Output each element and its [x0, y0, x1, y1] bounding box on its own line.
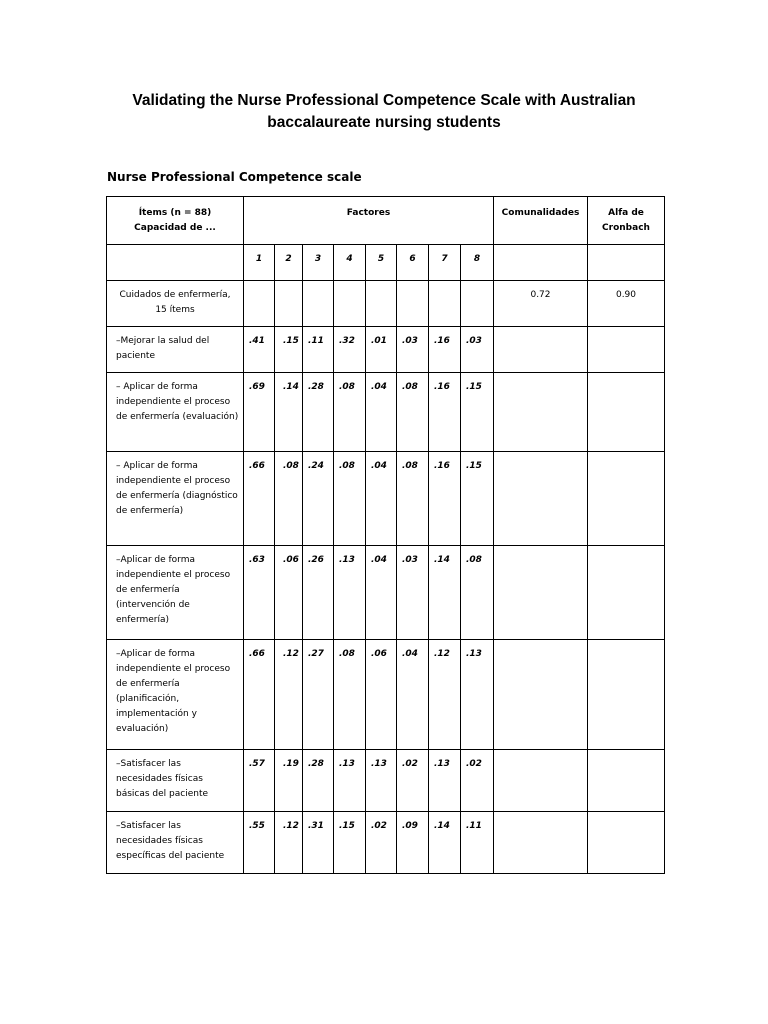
loading-value: .12	[275, 812, 303, 874]
factor-number: 3	[303, 245, 334, 281]
factor-number: 5	[366, 245, 397, 281]
item-label: – Aplicar de forma independiente el proceso de enfermería (diagnóstico de enfermería)	[107, 452, 244, 546]
empty-cell	[588, 245, 665, 281]
table-row	[107, 373, 665, 452]
loading-value: .08	[461, 546, 494, 640]
factors-header: Factores	[244, 197, 494, 245]
empty-cell	[494, 245, 588, 281]
alpha-header-line-1: Alfa de	[608, 208, 644, 218]
item-label: –Mejorar la salud del paciente	[107, 327, 244, 373]
table-row	[107, 452, 665, 546]
item-label: –Satisfacer las necesidades físicas específicas del paciente	[107, 812, 244, 874]
table-row	[107, 812, 665, 874]
loading-value: .13	[366, 750, 397, 812]
loading-value: .31	[303, 812, 334, 874]
loading-value: .69	[244, 373, 275, 452]
loading-value: .19	[275, 750, 303, 812]
loading-value: .27	[303, 640, 334, 750]
loading-value: .24	[303, 452, 334, 546]
empty-cell	[244, 281, 275, 327]
loading-value: .13	[429, 750, 461, 812]
table-row	[107, 546, 665, 640]
loading-value: .06	[275, 546, 303, 640]
empty-cell	[275, 281, 303, 327]
loading-value: .13	[461, 640, 494, 750]
empty-cell	[366, 281, 397, 327]
factor-number: 6	[397, 245, 429, 281]
loading-value: .08	[334, 452, 366, 546]
empty-cell	[494, 812, 588, 874]
loading-value: .28	[303, 750, 334, 812]
loading-value: .41	[244, 327, 275, 373]
group-alpha: 0.90	[588, 281, 665, 327]
loading-value: .14	[429, 812, 461, 874]
empty-cell	[494, 373, 588, 452]
loading-value: .14	[275, 373, 303, 452]
loading-value: .66	[244, 452, 275, 546]
group-row	[107, 281, 665, 327]
factor-number: 1	[244, 245, 275, 281]
loading-value: .15	[334, 812, 366, 874]
empty-cell	[588, 750, 665, 812]
empty-cell	[588, 546, 665, 640]
loading-value: .16	[429, 327, 461, 373]
alpha-header	[588, 197, 665, 245]
loading-value: .28	[303, 373, 334, 452]
empty-cell	[107, 245, 244, 281]
loading-value: .09	[397, 812, 429, 874]
loading-value: .11	[303, 327, 334, 373]
loading-value: .55	[244, 812, 275, 874]
empty-cell	[494, 452, 588, 546]
loading-value: .11	[461, 812, 494, 874]
factor-number: 4	[334, 245, 366, 281]
empty-cell	[588, 373, 665, 452]
factor-number: 7	[429, 245, 461, 281]
loading-value: .63	[244, 546, 275, 640]
loading-value: .02	[397, 750, 429, 812]
loading-value: .02	[461, 750, 494, 812]
loading-value: .66	[244, 640, 275, 750]
loading-value: .12	[275, 640, 303, 750]
header-row	[107, 197, 665, 245]
empty-cell	[588, 327, 665, 373]
loading-value: .08	[334, 640, 366, 750]
loading-value: .06	[366, 640, 397, 750]
group-communality: 0.72	[494, 281, 588, 327]
loading-value: .03	[397, 327, 429, 373]
factor-number-row	[107, 245, 665, 281]
empty-cell	[494, 640, 588, 750]
empty-cell	[429, 281, 461, 327]
loading-value: .03	[397, 546, 429, 640]
loading-value: .03	[461, 327, 494, 373]
empty-cell	[494, 546, 588, 640]
empty-cell	[461, 281, 494, 327]
empty-cell	[588, 812, 665, 874]
loading-value: .26	[303, 546, 334, 640]
group-label-line-2: 15 ítems	[155, 305, 195, 315]
loading-value: .04	[366, 452, 397, 546]
loading-value: .08	[275, 452, 303, 546]
table-row	[107, 327, 665, 373]
loading-value: .01	[366, 327, 397, 373]
empty-cell	[334, 281, 366, 327]
table-row	[107, 750, 665, 812]
loading-value: .15	[275, 327, 303, 373]
loading-value: .57	[244, 750, 275, 812]
loading-value: .15	[461, 452, 494, 546]
items-header-line-2: Capacidad de ...	[134, 223, 216, 233]
loading-value: .16	[429, 452, 461, 546]
group-label-line-1: Cuidados de enfermería,	[119, 290, 231, 300]
loading-value: .13	[334, 750, 366, 812]
empty-cell	[494, 750, 588, 812]
loading-value: .32	[334, 327, 366, 373]
loading-value: .15	[461, 373, 494, 452]
factor-number: 2	[275, 245, 303, 281]
item-label: – Aplicar de forma independiente el proceso de enfermería (evaluación)	[107, 373, 244, 452]
group-label	[107, 281, 244, 327]
empty-cell	[494, 327, 588, 373]
loading-value: .04	[397, 640, 429, 750]
empty-cell	[397, 281, 429, 327]
items-header	[107, 197, 244, 245]
loading-value: .12	[429, 640, 461, 750]
item-label: –Aplicar de forma independiente el proceso de enfermería (intervención de enfermería)	[107, 546, 244, 640]
loading-value: .13	[334, 546, 366, 640]
loading-value: .02	[366, 812, 397, 874]
loading-value: .04	[366, 373, 397, 452]
loading-value: .14	[429, 546, 461, 640]
table-caption: Nurse Professional Competence scale	[107, 170, 362, 184]
document-title	[0, 90, 768, 134]
loading-value: .08	[397, 452, 429, 546]
alpha-header-line-2: Cronbach	[602, 223, 650, 233]
loading-value: .08	[334, 373, 366, 452]
loading-value: .16	[429, 373, 461, 452]
empty-cell	[303, 281, 334, 327]
item-label: –Aplicar de forma independiente el proceso de enfermería (planificación, implementación y evaluación)	[107, 640, 244, 750]
table-row	[107, 640, 665, 750]
communalities-header: Comunalidades	[494, 197, 588, 245]
empty-cell	[588, 452, 665, 546]
title-line-2: baccalaureate nursing students	[267, 114, 501, 131]
factor-number: 8	[461, 245, 494, 281]
item-label: –Satisfacer las necesidades físicas básicas del paciente	[107, 750, 244, 812]
loading-value: .04	[366, 546, 397, 640]
loading-value: .08	[397, 373, 429, 452]
items-header-line-1: Ítems (n = 88)	[138, 208, 212, 218]
competence-table	[106, 196, 665, 874]
title-line-1: Validating the Nurse Professional Competence Scale with Australian	[132, 92, 636, 109]
empty-cell	[588, 640, 665, 750]
